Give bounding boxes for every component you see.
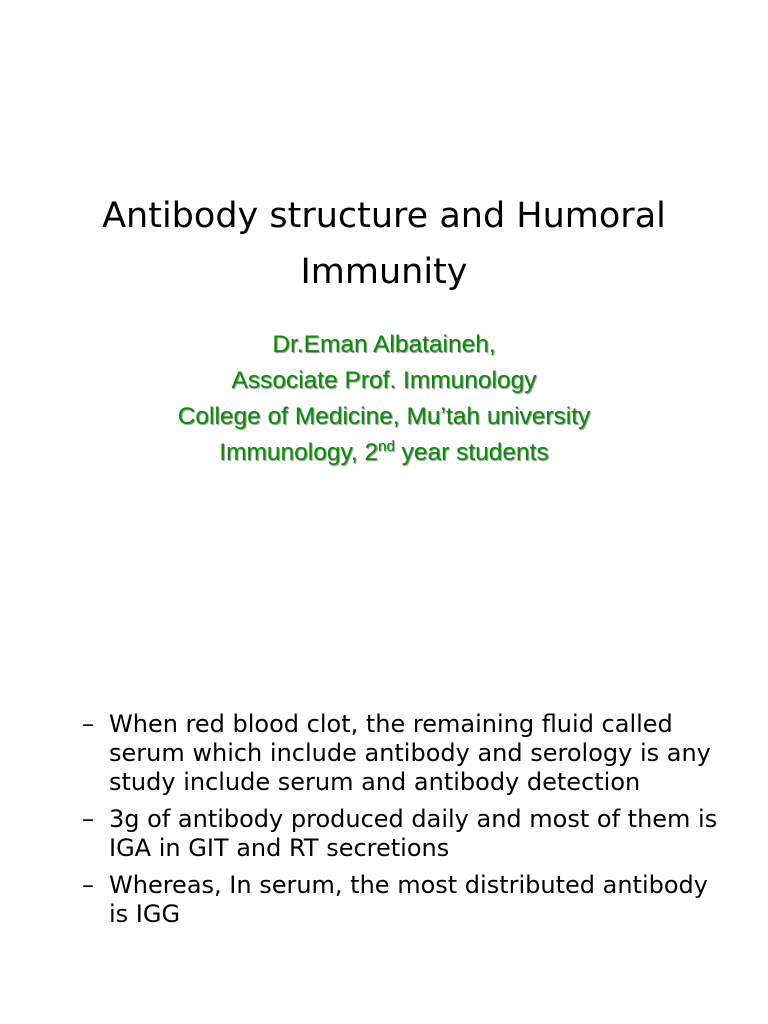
slide-title-line-2: Immunity bbox=[300, 252, 468, 292]
bullet-dash: – bbox=[82, 710, 94, 738]
course-superscript: nd bbox=[378, 438, 395, 455]
bullet-dash: – bbox=[82, 871, 94, 899]
slide-title bbox=[40, 188, 728, 300]
bullet-text: 3g of antibody produced daily and most of them is IGA in GIT and RT secretions bbox=[109, 805, 718, 862]
course-prefix: Immunology, 2 bbox=[219, 439, 379, 466]
bullet-item bbox=[82, 710, 732, 797]
bullet-text: When red blood clot, the remaining fluid called serum which include antibody and serology is any study include serum and antibody detection bbox=[109, 710, 711, 796]
bullet-list bbox=[82, 710, 732, 937]
bullet-item bbox=[82, 805, 732, 863]
bullet-text: Whereas, In serum, the most distributed antibody is IGG bbox=[109, 871, 708, 928]
course-suffix: year students bbox=[394, 439, 549, 466]
bullet-dash: – bbox=[82, 805, 94, 833]
slide-subtitle bbox=[40, 327, 728, 471]
author-name: Dr.Eman Albataineh, bbox=[272, 331, 496, 358]
slide-title-line-1: Antibody structure and Humoral bbox=[102, 196, 666, 236]
author-institution: College of Medicine, Mu’tah university bbox=[177, 403, 591, 430]
bullet-item bbox=[82, 871, 732, 929]
author-position: Associate Prof. Immunology bbox=[231, 367, 537, 394]
course-info bbox=[40, 435, 728, 471]
